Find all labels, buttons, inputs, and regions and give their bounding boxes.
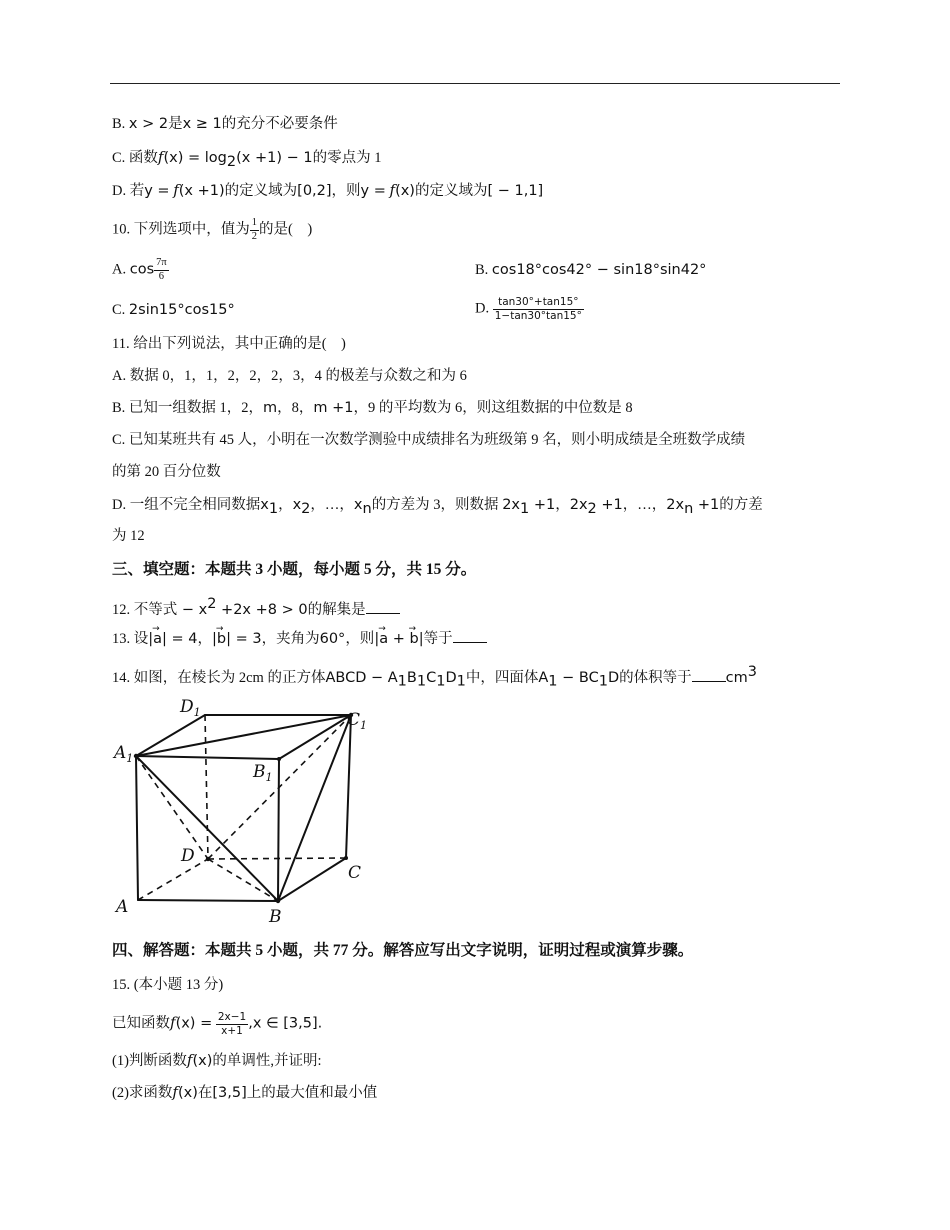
hidden-edge-a-d xyxy=(138,859,208,900)
vertex-a1 xyxy=(134,754,138,758)
q15-part-1: (1)判断函数f(x)的单调性,并证明: xyxy=(112,1051,322,1069)
header-rule xyxy=(110,83,840,84)
cube-figure xyxy=(108,688,368,928)
answer-blank xyxy=(366,600,400,614)
edge-b1-b xyxy=(278,759,279,901)
q11-option-d: D. 一组不完全相同数据$x_1$，$x_2$，…，$x_n$的方差为 3，则数据 $2x_1 +1$，$2x_2 +1$，…，$2x_n +1$的方差 xyxy=(112,497,763,517)
edge-a-b xyxy=(138,900,278,901)
q11-option-a: A. 数据 0，1，1，2，2，2，3，4 的极差与众数之和为 6 xyxy=(112,368,467,384)
edge-a1-a xyxy=(136,756,138,900)
label-b: B xyxy=(269,907,282,927)
q11-option-c-line1: C. 已知某班共有 45 人，小明在一次数学测验中成绩排名为班级第 9 名，则小明成绩是全班数学成绩 xyxy=(112,432,746,448)
q9-option-d: D. 若y = f(x +1)的定义域为[0,2]，则y = f(x)的定义域为[ − 1,1] xyxy=(112,181,544,199)
label-a1: $A_1$ xyxy=(114,743,134,765)
q10-option-c: C. 2sin15°cos15° xyxy=(112,302,235,318)
edge-b-c xyxy=(278,858,346,901)
hidden-edge-d-c xyxy=(208,858,346,859)
section-3-heading: 三、填空题：本题共 3 小题，每小题 5 分，共 15 分。 xyxy=(112,561,477,578)
q10-stem: 10. 下列选项中，值为 $\frac{1}{2}$ 的是( ) xyxy=(112,217,313,242)
q15-function: 已知函数f(x) = $\frac{2x-1}{x+1}$ ,x ∈ [3,5]. xyxy=(112,1011,323,1037)
q14: 14. 如图，在棱长为 2cm 的正方体ABCD − $A_1B_1C_1D_1$中，四面体$A_1 - BC_1D$的体积等于 $cm^3$ xyxy=(112,664,757,690)
hidden-edge-a1-d xyxy=(136,756,208,859)
answer-blank xyxy=(453,629,487,643)
label-b1: $B_1$ xyxy=(253,762,273,784)
edge-a1-b1 xyxy=(136,756,279,759)
q9-option-b: B. x > 2是x ≥ 1的充分不必要条件 xyxy=(112,116,338,132)
q15-title: 15. (本小题 13 分) xyxy=(112,977,224,993)
label-c1: $C_1$ xyxy=(347,710,368,732)
q13: 13. 设|→ a| = 4，|→ b| = 3，夹角为60°，则|→ a + → b|等于 xyxy=(112,629,487,649)
vertex-c xyxy=(344,856,348,860)
edge-c1-c xyxy=(346,715,351,858)
label-c: C xyxy=(348,863,362,883)
q11-option-c-line2: 的第 20 百分位数 xyxy=(112,464,221,480)
q10-option-b: B. cos18°cos42° − sin18°sin42° xyxy=(475,262,707,278)
q11-option-b: B. 已知一组数据 1，2，m，8，m +1，9 的平均数为 6，则这组数据的中位数是 8 xyxy=(112,400,633,416)
q11-stem: 11. 给出下列说法，其中正确的是( ) xyxy=(112,336,346,352)
vertex-b1 xyxy=(277,757,281,761)
hidden-edge-d-c1 xyxy=(208,715,351,859)
answer-blank xyxy=(692,668,726,682)
vertex-b xyxy=(276,899,280,903)
label-d: D xyxy=(181,846,195,866)
vertex-d xyxy=(206,857,210,861)
q9-option-c: C. 函数$f(x) = \log_2(x +1) - 1$的零点为 1 xyxy=(112,148,382,170)
q10-option-a: A. cos $\frac{7\pi}{6}$ xyxy=(112,257,167,282)
section-4-heading: 四、解答题：本题共 5 小题，共 77 分。解答应写出文字说明，证明过程或演算步骤。 xyxy=(112,942,694,959)
hidden-edge-d1-d xyxy=(205,715,208,859)
label-d1: $D_1$ xyxy=(180,697,201,719)
edge-b-c1 xyxy=(278,715,351,901)
q15-part-2: (2)求函数f(x)在[3,5]上的最大值和最小值 xyxy=(112,1083,378,1101)
q11-option-d-line2: 为 12 xyxy=(112,528,145,544)
label-a: A xyxy=(116,897,129,917)
q10-option-d: D. $\frac{\tan 30^\circ+\tan 15^\circ}{1-\tan 30^\circ\tan 15^\circ}$ xyxy=(475,296,582,322)
q12: 12. 不等式 − $x^2 +2x +8 > 0$的解集是 xyxy=(112,594,400,620)
